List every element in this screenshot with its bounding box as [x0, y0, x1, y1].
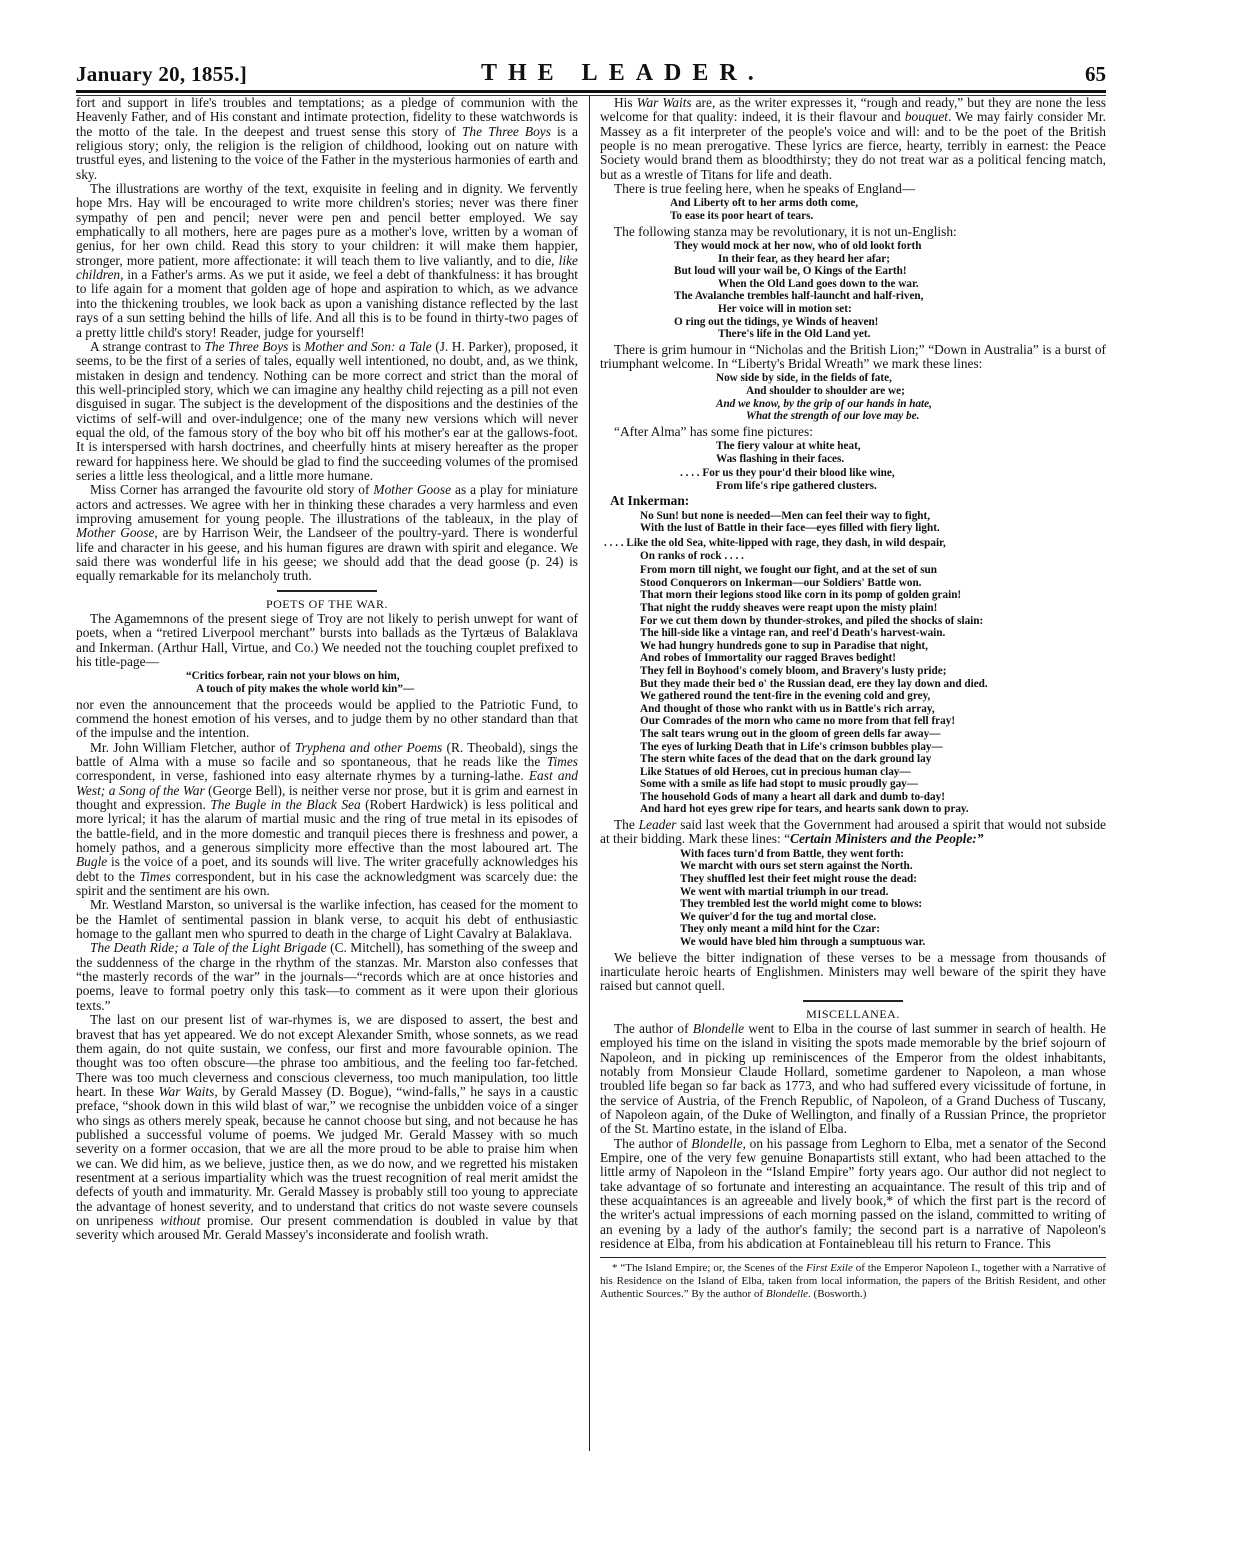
verse-line: The salt tears wrung out in the gloom of green dells far away—: [640, 727, 941, 740]
paragraph: His War Waits are, as the writer expresses it, “rough and ready,” but they are none the less welcome for that quality: indeed, it is their flavour and bouquet. We may fairly consider Mr. Massey as a fit interpreter of the people's voice and will: and to be the poet of the British people is no mean prerogative. These lyrics are fierce, hearty, terribly in earnest: the Peace Society would brand them as bloodthirsty; they do not treat war as a political fencing match, but as a wrestle of Titans for life and death.: [600, 95, 1106, 182]
page-number: 65: [1085, 62, 1106, 86]
verse-line: They trembled lest the world might come to blows:: [680, 898, 923, 911]
verse-line: They fell in Boyhood's comely bloom, and Bravery's lusty pride;: [640, 664, 947, 677]
verse-line: The hill-side like a vintage ran, and reel'd Death's harvest-wain.: [640, 627, 946, 640]
paragraph: “After Alma” has some fine pictures:: [614, 423, 813, 439]
verse-line: We went with martial triumph in our tread.: [680, 885, 889, 898]
verse-line: From morn till night, we fought our fight, and at the set of sun: [640, 564, 937, 577]
verse-line: And hard hot eyes grew ripe for tears, and hearts sank down to pray.: [640, 803, 969, 816]
paragraph: We believe the bitter indignation of these verses to be a message from thousands of inarticulate heroic hearts of Englishmen. Ministers may well beware of the spirit they have raised but cannot quell.: [600, 949, 1106, 994]
verse-line: They only meant a mild hint for the Czar:: [680, 923, 880, 936]
verse-line: There's life in the Old Land yet.: [718, 328, 871, 341]
paragraph: There is true feeling here, when he speaks of England—: [614, 181, 916, 197]
verse-line: For we cut them down by thunder-strokes, and piled the shocks of slain:: [640, 614, 984, 627]
masthead: [76, 56, 1106, 90]
paragraph: The following stanza may be revolutionary, it is not un-English:: [614, 223, 957, 239]
verse-line: . . . . For us they pour'd their blood like wine,: [680, 467, 895, 480]
verse-line: . . . . Like the old Sea, white-lipped with rage, they dash, in wild despair,: [604, 537, 946, 549]
verse-line: We gathered round the tent-fire in the evening cold and grey,: [640, 690, 931, 703]
verse-line: That night the ruddy sheaves were reapt upon the misty plain!: [640, 601, 938, 614]
verse-line: What the strength of our love may be.: [746, 410, 920, 423]
paragraph: fort and support in life's troubles and temptations; as a pledge of communion with the Heavenly Father, and of His constant and intimate protection, fidelity to these watchwords is the motto of the tale. In the deepest and truest sense this story of The Three Boys is a religious story; only, the religion is the religion of childhood, looking out on nature with trustful eyes, and listening to the voice of the Father in the mysterious harmonies of earth and sky.: [76, 95, 578, 182]
verse-line: And thought of those who rankt with us in Battle's rich array,: [640, 702, 935, 715]
paragraph: There is grim humour in “Nicholas and the British Lion;” “Down in Australia” is a burst of triumphant welcome. In “Liberty's Bridal Wreath” we mark these lines:: [600, 341, 1106, 372]
verse-line: From life's ripe gathered clusters.: [716, 479, 877, 492]
verse-line: Her voice will in motion set:: [718, 302, 852, 315]
verse-after-alma: [600, 440, 1106, 465]
paragraph: The author of Blondelle, on his passage from Leghorn to Elba, met a senator of the Second Empire, one of the very few genuine Bonapartists still extant, who had been attached to the little army of Napoleon in the “Island Empire” forty years ago. Our author did not neglect to take advantage of so fortunate and interesting an acquaintance. The result of this trip and of these acquaintances is an agreeable and lively book,* of which the first part is the record of the writer's actual impressions of each morning passed on the island, committed to writing of an evening by a lady of the author's family; the second part is a narrative of Napoleon's residence at Elba, from his abdication at Fontainebleau till his return to France. This: [600, 1135, 1106, 1252]
verse-line: In their fear, as they heard her afar;: [718, 252, 890, 265]
section-title-poets-of-the-war: POETS OF THE WAR.: [265, 596, 389, 611]
paragraph: The Death Ride; a Tale of the Light Brigade (C. Mitchell), has something of the sweep and the suddenness of the charge in the rhythm of the stanzas. Mr. Marston also confesses that “the masterly records of the war” in the journals—“records which are at once histories and poems, leave to formal poetry only this task—to comment as it were upon their glorious texts.”: [76, 940, 578, 1013]
left-column: [76, 96, 578, 1243]
paragraph: Mr. John William Fletcher, author of Tryphena and other Poems (R. Theobald), sings the battle of Alma with a muse so facile and so spontaneous, that he reads like the Times correspondent, in verse, fashioned into easy alternate rhymes by a turning-lathe. East and West; a Song of the War (George Bell), is neither verse nor prose, but it is grim and earnest in thought and expression. The Bugle in the Black Sea (Robert Hardwick) is less political and more lyrical; it has the alarum of martial music and the ring of true metal in its episodes of the battle-field, and in the more domestic and tranquil pieces there is freshness and power, a homely pathos, and a generous simplicity more effective than the most laboured art. The Bugle is the voice of a poet, and its sounds will live. The writer gracefully acknowledges his debt to the Times correspondent, but in his case the acknowledgment was scarcely due: the spirit and the sentiment are his own.: [76, 739, 579, 899]
verse-line: “Critics forbear, rain not your blows on him,: [186, 670, 400, 683]
verse-line: But loud will your wail be, O Kings of the Earth!: [674, 265, 907, 278]
verse-line: No Sun! but none is needed—Men can feel their way to fight,: [640, 509, 931, 522]
paragraph: The Leader said last week that the Government had aroused a spirit that would not subside at their bidding. Mark these lines: “Certain Ministers and the People:”: [600, 817, 1106, 847]
verse-line: And shoulder to shoulder are we;: [746, 384, 905, 397]
verse-line: When the Old Land goes down to the war.: [718, 277, 919, 290]
paragraph: Mr. Westland Marston, so universal is the warlike infection, has ceased for the moment to be the Hamlet of sentimental passion in blank verse, to acquit his debt of enthusiastic homage to the gallant men who spurred to death in the charge of Light Cavalry at Balaklava.: [76, 897, 578, 942]
verse-line: The Avalanche trembles half-launcht and half-riven,: [674, 290, 924, 303]
verse-line: Stood Conquerors on Inkerman—our Soldiers' Battle won.: [640, 576, 922, 589]
verse-line: And we know, by the grip of our hands in hate,: [716, 397, 932, 410]
verse-line: They shuffled lest their feet might rouse the dead:: [680, 872, 917, 885]
verse-line: Like Statues of old Heroes, cut in precious human clay—: [640, 765, 911, 778]
paragraph: Miss Corner has arranged the favourite old story of Mother Goose as a play for miniature actors and actresses. We agree with her in thinking these charades a very harmless and even improving amusement for young people. The illustrations of the tableaux, in the play of Mother Goose, are by Harrison Weir, the Landseer of the poultry-yard. There is wonderful life and character in his geese, and his human figures are drawn with spirit and elegance. We said there was wonderful life in his geese; we should add that the dead goose (p. 24) is equally remarkable for its melancholy truth.: [76, 482, 578, 584]
verse-line: A touch of pity makes the whole world kin”—: [196, 683, 415, 695]
verse-line: Some with a smile as life had stopt to music proudly gay—: [640, 778, 918, 791]
verse-line: Now side by side, in the fields of fate,: [716, 372, 892, 385]
verse-bridal-wreath: [600, 372, 1106, 422]
verse-line: We would have bled him through a sumptuous war.: [680, 935, 926, 948]
verse-inkerman-1: [600, 510, 1106, 535]
paragraph: The author of Blondelle went to Elba in the course of last summer in search of health. He employed his time on the island in visiting the spots made memorable by the brief sojourn of Napoleon, and in picking up reminiscences of the Emperor from the oldest inhabitants, notably from Monsieur Claude Hollard, sometime gardener to Napoleon, a man whose troubled life began so far back as 1773, and who had suffered every vicissitude of fortune, in the service of Austria, of the French Republic, of Napoleon, of a Grand Duchess of Tuscany, of Napoleon again, of the Duke of Wellington, and finally of a Russian Prince, the proprietor of the St. Martino estate, in the island of Elba.: [600, 1020, 1106, 1137]
verse-line: We had hungry hundreds gone to sup in Paradise that night,: [640, 639, 928, 652]
masthead-rule: [76, 90, 1106, 93]
verse-line: On ranks of rock . . . .: [640, 549, 744, 562]
verse-line: The fiery valour at white heat,: [716, 440, 861, 453]
right-column: [600, 96, 1106, 1301]
issue-date: January 20, 1855.]: [76, 62, 248, 86]
verse-line: They would mock at her now, who of old lookt forth: [674, 239, 922, 252]
paragraph: nor even the announcement that the proceeds would be applied to the Patriotic Fund, to commend the honest emotion of his verses, and to judge them by no other standard than that of the impulse and the intention.: [76, 696, 578, 741]
verse-line: But they made their bed o' the Russian dead, ere they lay down and died.: [640, 677, 988, 690]
newspaper-title: THE LEADER.: [481, 60, 765, 86]
verse-line: The household Gods of many a heart all dark and dumb to-day!: [640, 790, 945, 803]
verse-line: To ease its poor heart of tears.: [670, 210, 814, 222]
verse-line: And Liberty oft to her arms doth come,: [670, 197, 859, 210]
verse-ministers: [600, 848, 1106, 949]
verse-after-alma-2: [600, 467, 1106, 492]
verse-line: With the lust of Battle in their face—eyes filled with fiery light.: [640, 522, 940, 535]
paragraph: At Inkerman:: [610, 493, 690, 509]
verse-line: The eyes of lurking Death that in Life's crimson bubbles play—: [640, 740, 943, 753]
verse-inkerman-3: [600, 564, 1106, 816]
verse-england: [600, 197, 1106, 222]
verse-line: O ring out the tidings, ye Winds of heaven!: [674, 315, 879, 328]
verse-line: That morn their legions stood like corn in its pomp of golden grain!: [640, 589, 962, 602]
verse-couplet: [76, 670, 578, 695]
column-divider: [589, 96, 590, 1451]
verse-line: Our Comrades of the morn who came no more from that fell fray!: [640, 715, 956, 728]
verse-line: The stern white faces of the dead that on the dark ground lay: [640, 753, 932, 766]
section-rule: [277, 590, 377, 592]
footnote-rule: [600, 1257, 1106, 1258]
paragraph: The illustrations are worthy of the text, exquisite in feeling and in dignity. We fervently hope Mrs. Hay will be encouraged to write more children's stories; never was there finer sympathy of pen and pencil; never were pen and pencil better employed. We say emphatically to all mothers, here are pages pure as a mother's love, written by a woman of genius, for her own child. Read this story to your children: it will make them happier, stronger, more patient, more affectionate: it will teach them to live valiantly, and to die, like children, in a Father's arms. As we put it aside, we feel a debt of thankfulness: it has brought to life again for a moment that golden age of hope and aspiration to which, as we advance into the thickening troubles, we look back as upon a vanishing distance reflected by the last rays of a sun setting behind the hills of life. And all this is to be found in thirty-two pages of a pretty little child's story! Reader, judge for yourself!: [76, 181, 578, 340]
verse-stanza: [600, 240, 1106, 341]
verse-line: And robes of Immortality our ragged Braves bedight!: [640, 652, 896, 665]
section-rule: [803, 1000, 903, 1002]
paragraph: A strange contrast to The Three Boys is Mother and Son: a Tale (J. H. Parker), proposed, it seems, to be the first of a series of tales, equally well intentioned, no doubt, and, as we think, mistaken in design and tendency. Nothing can be more correct and strict than the moral of this well-principled story, which we can imagine any healthy child rejecting as a pill not even disguised in sugar. The subject is the development of the dispositions and the destinies of the victims of self-will and over-indulgence; one of the many new versions which will never equal the old, of the famous story of the boy who bit off his mother's ear at the gallows-foot. It is interspersed with harsh doctrines, and cheerfully hints at misery hereafter as the proper reward for happiness here. We should be glad to find the succeeding volumes of the promised series a little less theological, and a little more humane.: [76, 338, 578, 483]
verse-line: We quiver'd for the tug and mortal close.: [680, 910, 877, 923]
verse-inkerman-2: [600, 537, 1106, 562]
verse-line: We marcht with ours set stern against the North.: [680, 860, 913, 873]
verse-line: Was flashing in their faces.: [716, 452, 845, 465]
verse-line: With faces turn'd from Battle, they went forth:: [680, 847, 904, 860]
paragraph: The Agamemnons of the present siege of Troy are not likely to perish unwept for want of poets, when a “retired Liverpool merchant” bursts into ballads as the Tyrtæus of Balaklava and Inkerman. (Arthur Hall, Virtue, and Co.) We needed not the touching couplet prefixed to his title-page—: [76, 611, 578, 670]
footnote: * “The Island Empire; or, the Scenes of the First Exile of the Emperor Napoleon I., together with a Narrative of his Residence on the Island of Elba, taken from local information, the papers of the British Resident, and other Authentic Sources.” By the author of Blondelle. (Bosworth.): [600, 1262, 1106, 1300]
paragraph: The last on our present list of war-rhymes is, we are disposed to assert, the best and bravest that has yet appeared. We do not except Alexander Smith, whose sonnets, as we read them again, do not quite sustain, we confess, our first and more favourable opinion. The thought was too often obscure—the phrase too ambitious, and the feeling too far-fetched. There was too much cleverness and conscious cleverness, too much manipulation, too little heart. In these War Waits, by Gerald Massey (D. Bogue), “wind-falls,” he says in a caustic preface, “shook down in this wild blast of war,” we recognise the unbidden voice of a singer who sings as others merely speak, because he cannot choose but sing, and not because he has published a successful volume of poems. We judged Mr. Gerald Massey with so much severity on a former occasion, that we are all the more proud to be able to praise him when we can. We did him, as we believe, justice then, as we do now, and we regretted his mistaken resentment at a serious impartiality which was the truest recognition of real merit amidst the defects of youth and immaturity. Mr. Gerald Massey is probably still too young to appreciate the advantage of honest severity, and to understand that critics do not waste severe counsels on unripeness without promise. Our present commendation is doubled in value by that severity which aroused Mr. Gerald Massey's inconsiderate and foolish wrath.: [76, 1012, 579, 1243]
section-title-miscellanea: MISCELLANEA.: [806, 1006, 900, 1021]
